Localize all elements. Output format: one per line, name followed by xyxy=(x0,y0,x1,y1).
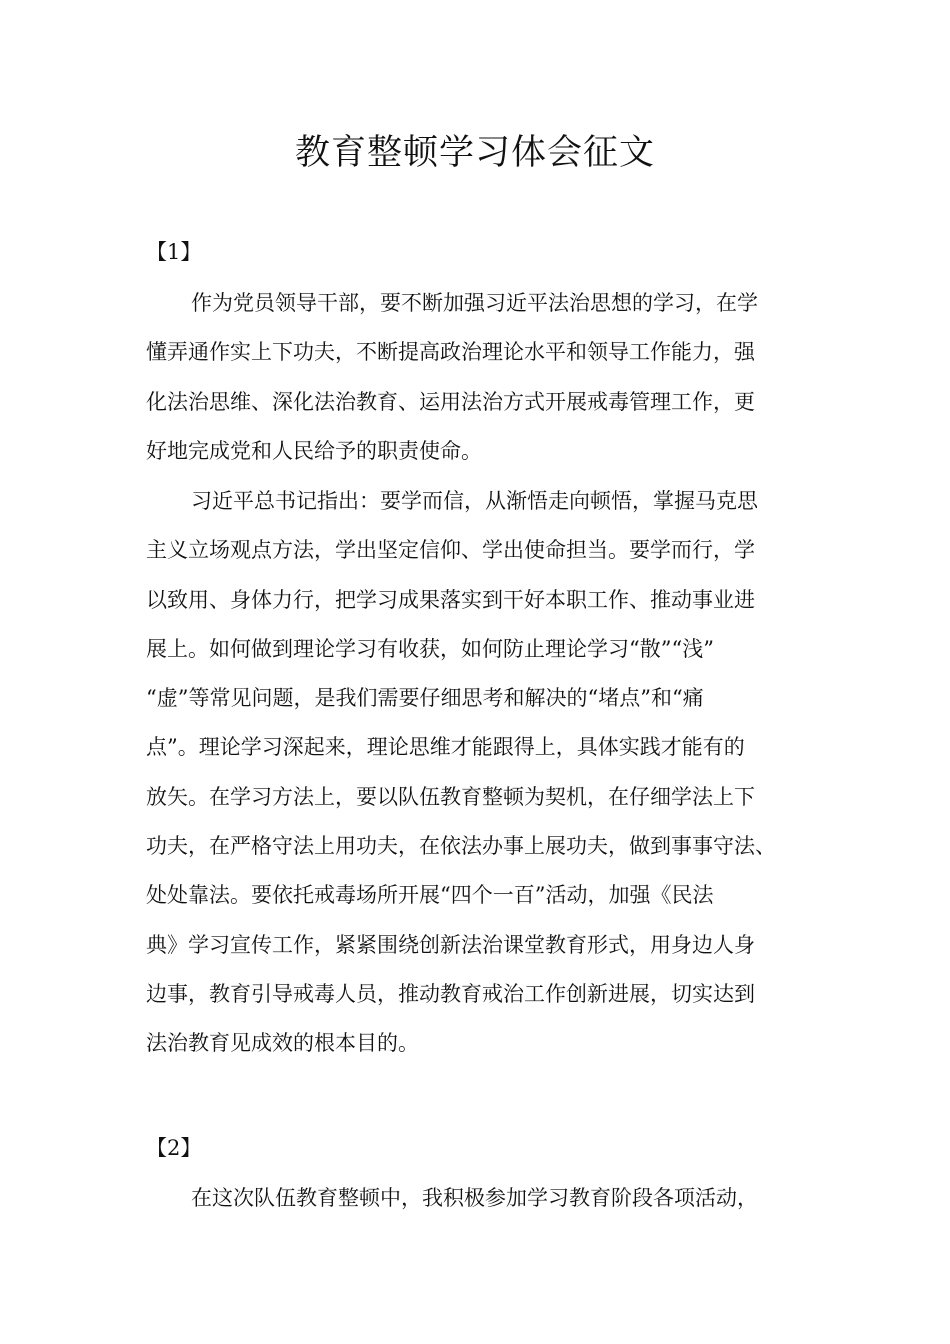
document-title: 教育整顿学习体会征文 xyxy=(294,133,655,173)
text-line: 作为党员领导干部，要不断加强习近平法治思想的学习，在学 xyxy=(191,291,758,315)
text-line: 处处靠法。要依托戒毒场所开展“四个一百”活动，加强《民法 xyxy=(146,883,714,908)
text-line: 点”。理论学习深起来，理论思维才能跟得上，具体实践才能有的 xyxy=(146,735,745,760)
text-line: 展上。如何做到理论学习有收获，如何防止理论学习“散”“浅” xyxy=(146,636,714,661)
text-line: “虚”等常见问题，是我们需要仔细思考和解决的“堵点”和“痛 xyxy=(146,686,704,711)
text-line: 边事，教育引导戒毒人员，推动教育戒治工作创新进展，切实达到 xyxy=(146,981,755,1006)
text-line: 好地完成党和人民给予的职责使命。 xyxy=(146,438,482,463)
section-label-1: 【1】 xyxy=(146,240,202,264)
text-line: 化法治思维、深化法治教育、运用法治方式开展戒毒管理工作，更 xyxy=(146,389,755,414)
text-line: 典》学习宣传工作，紧紧围绕创新法治课堂教育形式，用身边人身 xyxy=(146,932,755,957)
text-line: 以致用、身体力行，把学习成果落实到干好本职工作、推动事业进 xyxy=(146,587,755,612)
section-2-paragraph-1 xyxy=(146,1183,818,1232)
section-1-paragraph-2 xyxy=(146,486,818,1078)
text-line: 在这次队伍教育整顿中，我积极参加学习教育阶段各项活动， xyxy=(191,1186,758,1210)
text-line: 主义立场观点方法，学出坚定信仰、学出使命担当。要学而行，学 xyxy=(146,538,755,563)
section-1-paragraph-1 xyxy=(146,288,818,485)
text-line: 功夫，在严格守法上用功夫，在依法办事上展功夫，做到事事守法、 xyxy=(146,834,776,859)
text-line: 放矢。在学习方法上，要以队伍教育整顿为契机，在仔细学法上下 xyxy=(146,784,755,809)
text-line: 懂弄通作实上下功夫，不断提高政治理论水平和领导工作能力，强 xyxy=(146,340,755,365)
text-line: 习近平总书记指出：要学而信，从渐悟走向顿悟，掌握马克思 xyxy=(191,489,758,513)
text-line: 法治教育见成效的根本目的。 xyxy=(146,1031,419,1056)
section-label-2: 【2】 xyxy=(146,1136,202,1160)
